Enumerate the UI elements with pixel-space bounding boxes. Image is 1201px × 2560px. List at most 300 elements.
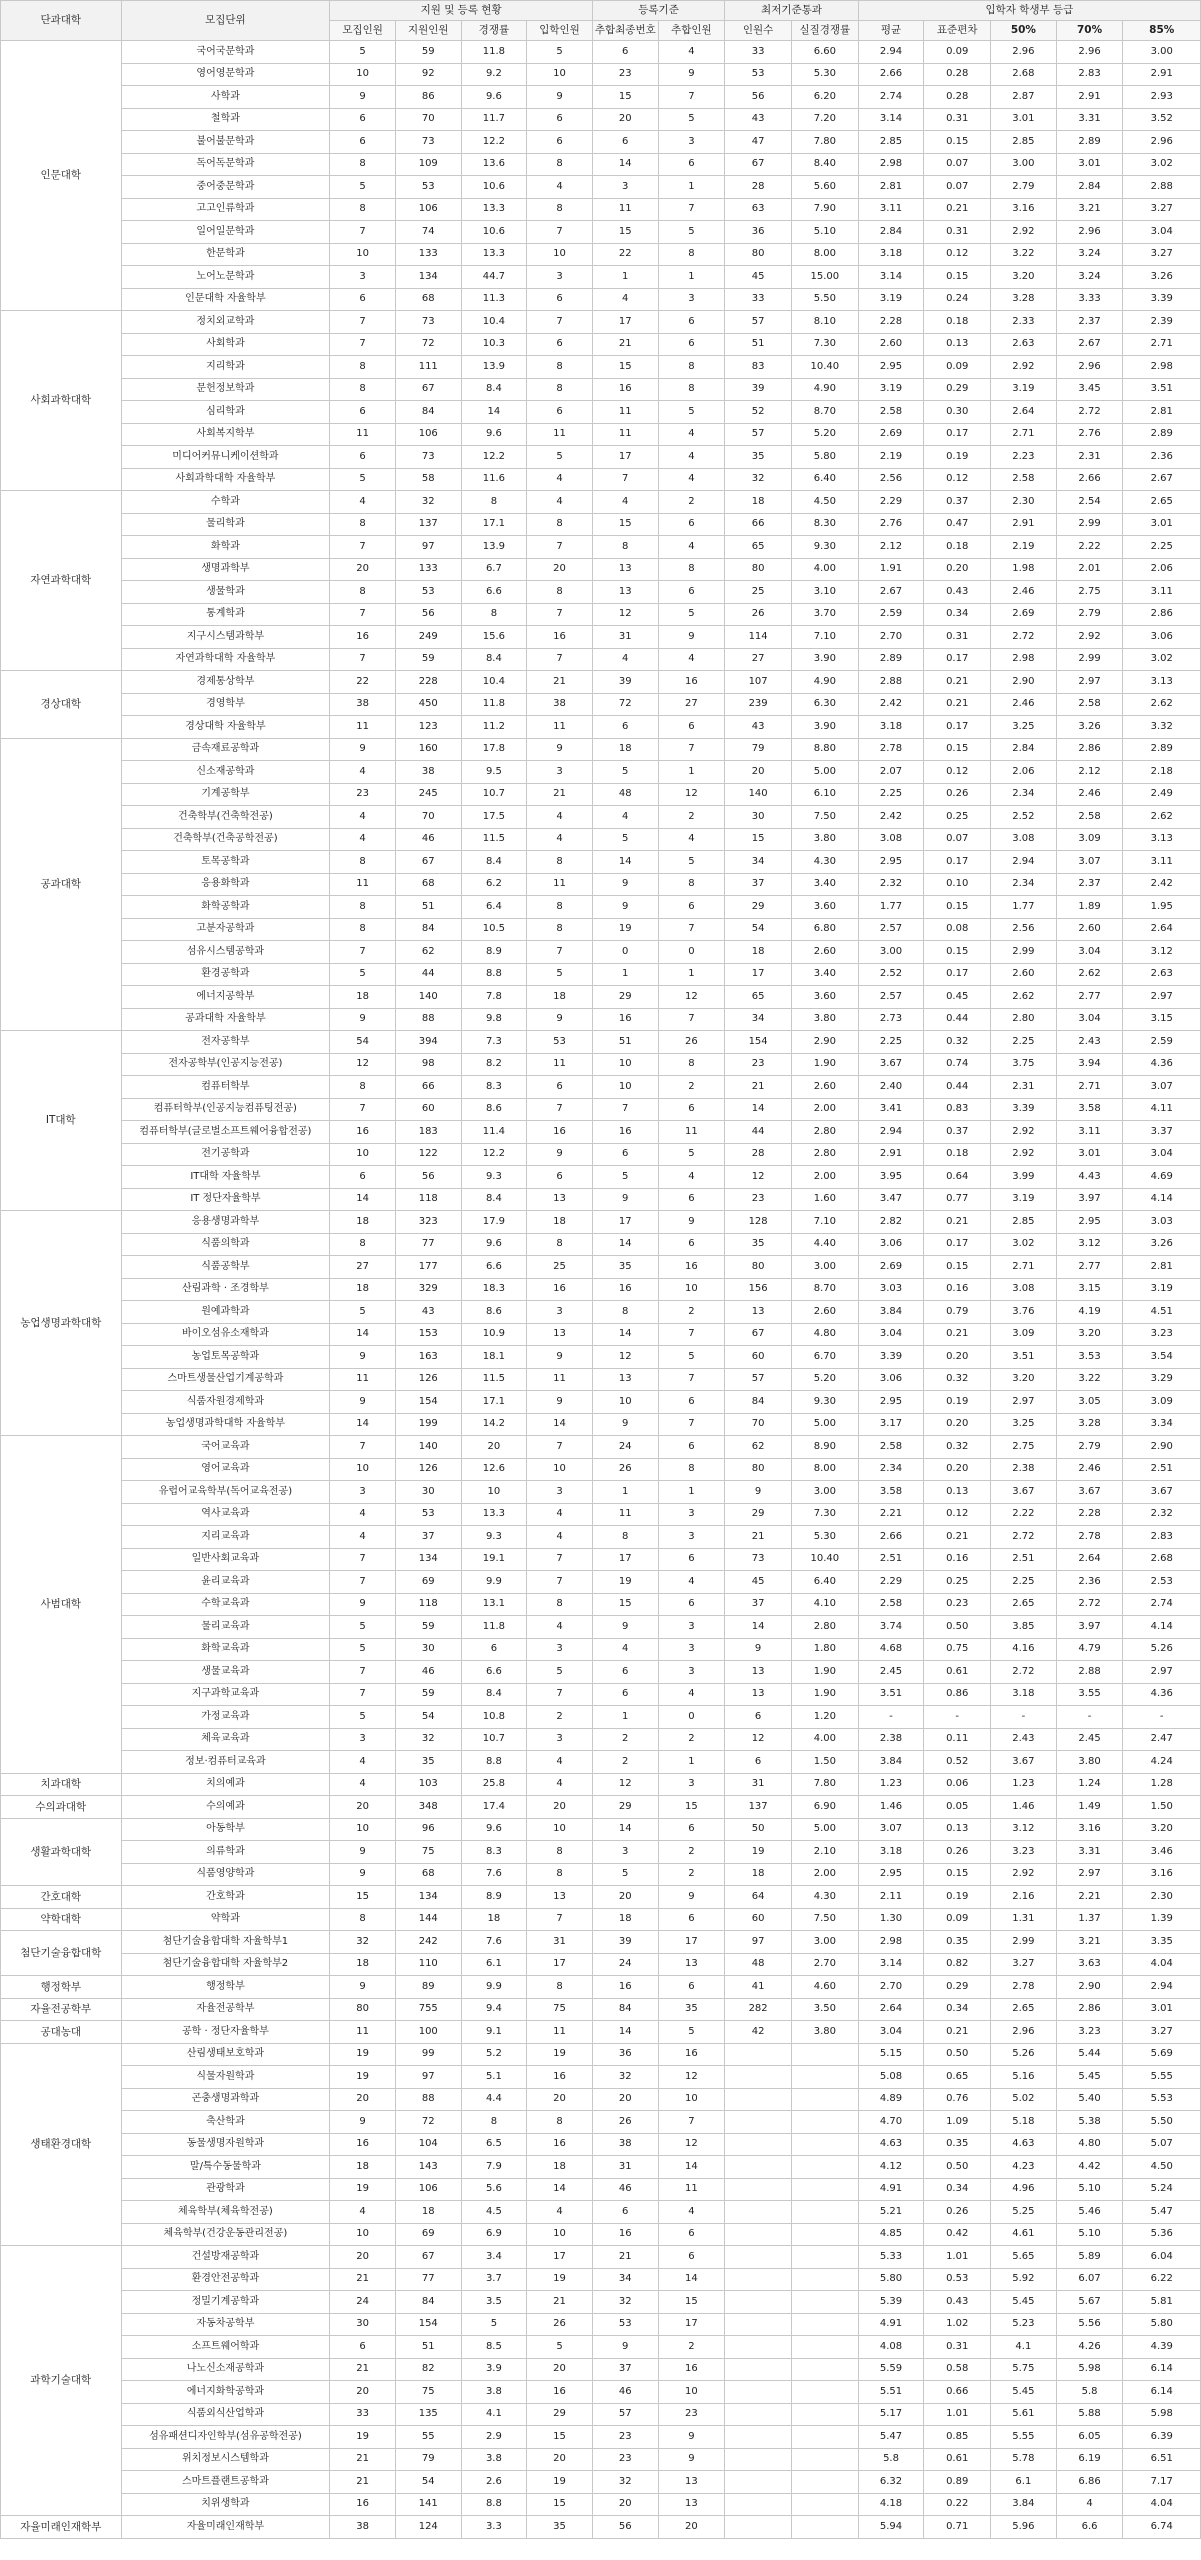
table-cell: 9.9 [461, 1571, 527, 1594]
table-cell: 7 [330, 941, 396, 964]
table-cell: 21 [725, 1526, 792, 1549]
table-cell: 25.8 [461, 1773, 527, 1796]
table-cell: 5.53 [1123, 2088, 1201, 2111]
department-name: 스마트생물산업기계공학과 [121, 1368, 330, 1391]
table-cell: 4.23 [991, 2156, 1057, 2179]
table-cell: 28 [725, 176, 792, 199]
table-cell: 6 [330, 446, 396, 469]
table-cell: 118 [395, 1188, 461, 1211]
table-cell: 239 [725, 693, 792, 716]
table-cell [725, 2043, 792, 2066]
table-cell: 8 [592, 536, 658, 559]
table-cell: 5.65 [991, 2246, 1057, 2269]
table-cell: 2.38 [991, 1458, 1057, 1481]
table-cell: 16 [330, 2493, 396, 2516]
header-application-status: 지원 및 등록 현황 [330, 1, 593, 21]
table-cell: 73 [395, 131, 461, 154]
table-cell: 5.61 [991, 2403, 1057, 2426]
table-cell: 8.8 [461, 1751, 527, 1774]
table-cell: 14 [658, 2156, 725, 2179]
department-name: 응용생명과학부 [121, 1211, 330, 1234]
table-cell: 10 [658, 2088, 725, 2111]
table-cell: 6 [330, 288, 396, 311]
department-name: 생물학과 [121, 581, 330, 604]
table-cell: 16 [527, 626, 593, 649]
department-name: 기계공학부 [121, 783, 330, 806]
table-cell: 5.40 [1056, 2088, 1123, 2111]
table-cell [791, 2043, 858, 2066]
department-name: 관광학과 [121, 2178, 330, 2201]
table-cell: 2.60 [791, 1301, 858, 1324]
table-cell: 84 [592, 1998, 658, 2021]
table-cell: 19 [330, 2178, 396, 2201]
table-cell: 7 [330, 536, 396, 559]
table-cell: 2.93 [1123, 86, 1201, 109]
table-cell: 0.26 [924, 2201, 991, 2224]
table-cell: 37 [725, 873, 792, 896]
table-cell: 2.62 [991, 986, 1057, 1009]
table-cell: 5 [658, 1346, 725, 1369]
table-row [1, 626, 1201, 649]
table-cell: 8 [527, 1233, 593, 1256]
table-cell: 74 [395, 221, 461, 244]
table-cell: 5 [330, 41, 396, 64]
table-cell: 4.80 [791, 1323, 858, 1346]
table-cell: 51 [395, 2336, 461, 2359]
table-cell: 3 [527, 1301, 593, 1324]
table-cell: 3 [527, 266, 593, 289]
table-cell: 39 [592, 1931, 658, 1954]
column-header: 70% [1056, 21, 1123, 41]
table-cell: 10 [527, 63, 593, 86]
table-cell: 2.81 [858, 176, 924, 199]
table-cell: 5.81 [1123, 2291, 1201, 2314]
table-cell: 9.6 [461, 1818, 527, 1841]
table-cell: 2.19 [991, 536, 1057, 559]
table-cell: 5.00 [791, 1413, 858, 1436]
table-cell: 2.46 [991, 581, 1057, 604]
table-cell: 3.08 [858, 828, 924, 851]
table-cell: 8 [330, 513, 396, 536]
table-cell: 3.02 [1123, 153, 1201, 176]
table-cell: 83 [725, 356, 792, 379]
table-cell: 11 [658, 1121, 725, 1144]
table-cell: 3.27 [1123, 2021, 1201, 2044]
table-cell: 84 [725, 1391, 792, 1414]
table-cell: 8.9 [461, 941, 527, 964]
table-cell: 5 [658, 2021, 725, 2044]
table-row [1, 176, 1201, 199]
table-cell: 2.86 [1056, 738, 1123, 761]
table-cell: 2.88 [1123, 176, 1201, 199]
table-cell: 29 [725, 1503, 792, 1526]
table-cell: 1.77 [858, 896, 924, 919]
table-cell: 44.7 [461, 266, 527, 289]
table-cell: 72 [592, 693, 658, 716]
department-name: 지구과학교육과 [121, 1683, 330, 1706]
table-cell: 2.18 [1123, 761, 1201, 784]
table-cell: 6.10 [791, 783, 858, 806]
table-cell: 5.18 [991, 2111, 1057, 2134]
department-name: 동물생명자원학과 [121, 2133, 330, 2156]
table-row [1, 86, 1201, 109]
table-row [1, 356, 1201, 379]
table-cell: 3.03 [858, 1278, 924, 1301]
table-row [1, 401, 1201, 424]
table-cell: 5.00 [791, 1818, 858, 1841]
table-cell: 7 [527, 221, 593, 244]
table-cell: 2.79 [991, 176, 1057, 199]
table-cell: 15 [330, 1886, 396, 1909]
table-cell: 23 [592, 2426, 658, 2449]
table-cell: 5 [592, 1863, 658, 1886]
table-cell: 0.53 [924, 2268, 991, 2291]
table-cell: 18 [330, 2156, 396, 2179]
table-cell: 10 [461, 1481, 527, 1504]
table-cell: 7 [658, 86, 725, 109]
table-cell: 8 [330, 153, 396, 176]
college-name: 약학대학 [1, 1908, 122, 1931]
table-cell: 8 [527, 198, 593, 221]
table-cell: 19 [592, 918, 658, 941]
table-cell: 0.09 [924, 41, 991, 64]
table-cell: 6 [527, 288, 593, 311]
department-name: 체육학부(건강운동관리전공) [121, 2223, 330, 2246]
table-cell: 5.69 [1123, 2043, 1201, 2066]
table-row [1, 63, 1201, 86]
table-cell: 52 [725, 401, 792, 424]
table-cell: 2.30 [991, 491, 1057, 514]
table-row [1, 1751, 1201, 1774]
table-cell: 18 [330, 1211, 396, 1234]
table-cell: 7 [330, 1436, 396, 1459]
table-cell: 3.21 [1056, 1931, 1123, 1954]
table-cell: 2.72 [991, 1526, 1057, 1549]
table-cell: 8 [658, 558, 725, 581]
table-cell: 43 [725, 716, 792, 739]
table-cell: 13.1 [461, 1593, 527, 1616]
table-cell: 21 [527, 671, 593, 694]
table-cell: 21 [330, 2448, 396, 2471]
table-cell: 7 [658, 1413, 725, 1436]
table-cell: 18 [330, 1953, 396, 1976]
table-cell: 107 [725, 671, 792, 694]
table-cell: 10.8 [461, 1706, 527, 1729]
table-cell: 7 [527, 941, 593, 964]
table-cell: 37 [725, 1593, 792, 1616]
table-cell: 755 [395, 1998, 461, 2021]
table-cell: 2.19 [858, 446, 924, 469]
table-cell: 23 [330, 783, 396, 806]
table-cell: 8 [527, 2111, 593, 2134]
table-cell: 5.17 [858, 2403, 924, 2426]
table-cell: 104 [395, 2133, 461, 2156]
table-cell: 82 [395, 2358, 461, 2381]
department-name: 식물자원학과 [121, 2066, 330, 2089]
table-cell: 111 [395, 356, 461, 379]
table-cell: 73 [395, 446, 461, 469]
table-cell: 2.85 [991, 131, 1057, 154]
table-cell: 2.75 [1056, 581, 1123, 604]
table-cell: 3.80 [791, 1008, 858, 1031]
table-cell: 6 [658, 1436, 725, 1459]
table-cell: 2.32 [1123, 1503, 1201, 1526]
table-cell: 2.62 [1123, 693, 1201, 716]
table-cell: 5.20 [791, 1368, 858, 1391]
table-cell: 6 [658, 333, 725, 356]
table-cell: 3.16 [991, 198, 1057, 221]
table-cell: 2.60 [991, 963, 1057, 986]
department-name: 고분자공학과 [121, 918, 330, 941]
table-cell: 10 [592, 1053, 658, 1076]
table-cell: 56 [725, 86, 792, 109]
table-cell: 4.26 [1056, 2336, 1123, 2359]
department-name: 영어영문학과 [121, 63, 330, 86]
table-cell: 2.07 [858, 761, 924, 784]
table-cell: 0.42 [924, 2223, 991, 2246]
table-cell: 7.9 [461, 2156, 527, 2179]
table-cell: 10.6 [461, 221, 527, 244]
table-cell: 2.67 [858, 581, 924, 604]
table-cell: 3.97 [1056, 1188, 1123, 1211]
table-cell: 21 [330, 2471, 396, 2494]
table-row [1, 243, 1201, 266]
header-unit: 모집단위 [121, 1, 330, 41]
table-cell: 2.46 [1056, 783, 1123, 806]
table-cell: 2.28 [1056, 1503, 1123, 1526]
table-cell: 4.70 [858, 2111, 924, 2134]
table-cell [725, 2313, 792, 2336]
table-cell: 3.04 [1056, 941, 1123, 964]
table-cell: 4 [592, 288, 658, 311]
table-cell: 7 [330, 603, 396, 626]
table-cell: 5 [658, 851, 725, 874]
table-cell: 23 [592, 63, 658, 86]
table-cell: 25 [527, 1256, 593, 1279]
table-cell: 2.79 [1056, 603, 1123, 626]
table-cell: 0.15 [924, 131, 991, 154]
table-cell: 3.67 [991, 1751, 1057, 1774]
table-cell: 2.56 [858, 468, 924, 491]
table-cell: 8 [527, 1841, 593, 1864]
table-cell: 3.19 [991, 1188, 1057, 1211]
table-cell: 2.94 [858, 1121, 924, 1144]
table-cell: 6 [330, 401, 396, 424]
table-cell: 2.78 [1056, 1526, 1123, 1549]
table-cell: 0.50 [924, 1616, 991, 1639]
table-cell: 3.45 [1056, 378, 1123, 401]
table-cell: 10 [527, 2223, 593, 2246]
table-cell: 5.55 [1123, 2066, 1201, 2089]
table-cell: 2.92 [991, 221, 1057, 244]
table-cell: 14 [725, 1616, 792, 1639]
table-cell: 2.53 [1123, 1571, 1201, 1594]
table-cell: 3.84 [858, 1751, 924, 1774]
table-cell: 2.12 [858, 536, 924, 559]
table-cell: 5.98 [1123, 2403, 1201, 2426]
table-cell: 16 [592, 2223, 658, 2246]
table-cell: 11 [527, 423, 593, 446]
table-cell: 6.6 [461, 1256, 527, 1279]
table-cell: 2.70 [858, 1976, 924, 1999]
table-cell: 5.67 [1056, 2291, 1123, 2314]
department-name: 스마트플랜트공학과 [121, 2471, 330, 2494]
table-cell: 14 [658, 2268, 725, 2291]
table-cell: 4 [527, 1526, 593, 1549]
table-cell: 2.63 [991, 333, 1057, 356]
table-row [1, 1233, 1201, 1256]
table-cell: 1.09 [924, 2111, 991, 2134]
department-name: 첨단기술융합대학 자율학부2 [121, 1953, 330, 1976]
table-cell: 17 [527, 1953, 593, 1976]
table-cell: 1.91 [858, 558, 924, 581]
table-cell: 13.9 [461, 536, 527, 559]
table-cell: 26 [527, 2313, 593, 2336]
table-cell: 3.85 [991, 1616, 1057, 1639]
table-cell: 2.45 [1056, 1728, 1123, 1751]
table-cell: 8 [527, 356, 593, 379]
table-cell: 12 [658, 986, 725, 1009]
table-cell: 14 [330, 1413, 396, 1436]
table-cell: 77 [395, 2268, 461, 2291]
table-cell: 75 [395, 1841, 461, 1864]
table-cell: 7 [330, 1548, 396, 1571]
table-cell: 6 [658, 1098, 725, 1121]
table-cell: 8 [658, 378, 725, 401]
table-cell: 3.03 [1123, 1211, 1201, 1234]
table-cell: 8 [527, 851, 593, 874]
column-header: 평균 [858, 21, 924, 41]
table-cell: 5.30 [791, 1526, 858, 1549]
table-cell: 0.79 [924, 1301, 991, 1324]
table-cell: 7 [527, 1098, 593, 1121]
table-cell: 1.23 [858, 1773, 924, 1796]
table-cell: 4.16 [991, 1638, 1057, 1661]
table-cell: 5 [330, 1638, 396, 1661]
table-cell: 3.4 [461, 2246, 527, 2269]
table-cell: 5.45 [1056, 2066, 1123, 2089]
table-cell: 80 [330, 1998, 396, 2021]
table-cell: 33 [725, 288, 792, 311]
table-row [1, 446, 1201, 469]
table-cell: 14 [330, 1323, 396, 1346]
table-cell: 7 [592, 468, 658, 491]
table-cell: 2.98 [991, 648, 1057, 671]
department-name: 건축학부(건축공학전공) [121, 828, 330, 851]
table-cell: 3.19 [1123, 1278, 1201, 1301]
table-cell: 6 [527, 108, 593, 131]
table-cell: 5.88 [1056, 2403, 1123, 2426]
table-cell: 2.23 [991, 446, 1057, 469]
table-cell: 153 [395, 1323, 461, 1346]
table-cell: 0.17 [924, 851, 991, 874]
table-cell: 106 [395, 2178, 461, 2201]
table-cell: 0.28 [924, 63, 991, 86]
college-name: 농업생명과학대학 [1, 1211, 122, 1436]
table-cell: 14 [330, 1188, 396, 1211]
table-cell: 29 [592, 1796, 658, 1819]
table-cell: 0.17 [924, 648, 991, 671]
table-cell: 4.19 [1056, 1301, 1123, 1324]
table-cell: 7 [527, 1436, 593, 1459]
department-name: 사회과학대학 자율학부 [121, 468, 330, 491]
table-cell: 0.10 [924, 873, 991, 896]
table-cell: 106 [395, 423, 461, 446]
table-cell: 97 [395, 2066, 461, 2089]
table-cell: - [924, 1706, 991, 1729]
table-cell: 2.32 [858, 873, 924, 896]
table-cell: 100 [395, 2021, 461, 2044]
table-cell: 35 [592, 1256, 658, 1279]
table-cell: 3.18 [991, 1683, 1057, 1706]
table-cell: 62 [395, 941, 461, 964]
table-cell: 2.75 [991, 1436, 1057, 1459]
table-cell: 14 [527, 2178, 593, 2201]
table-cell: 8 [330, 356, 396, 379]
college-name: 사범대학 [1, 1436, 122, 1774]
table-cell: 9.5 [461, 761, 527, 784]
table-cell: 4.1 [991, 2336, 1057, 2359]
table-cell: 4.79 [1056, 1638, 1123, 1661]
table-cell: 6.4 [461, 896, 527, 919]
table-cell: 5.16 [991, 2066, 1057, 2089]
table-row [1, 1638, 1201, 1661]
table-cell: 20 [592, 2493, 658, 2516]
table-cell: 5.36 [1123, 2223, 1201, 2246]
table-cell: 5 [330, 468, 396, 491]
table-cell: 126 [395, 1368, 461, 1391]
table-cell: 6 [330, 1166, 396, 1189]
table-cell: 1.90 [791, 1053, 858, 1076]
table-cell: 6 [658, 896, 725, 919]
table-cell: 2.76 [1056, 423, 1123, 446]
table-cell: 6.80 [791, 918, 858, 941]
table-cell: 0.21 [924, 671, 991, 694]
table-cell: 12 [658, 2133, 725, 2156]
table-cell: 3 [527, 1481, 593, 1504]
table-cell: 6 [592, 41, 658, 64]
table-cell: 8.3 [461, 1841, 527, 1864]
table-cell: 2 [658, 2336, 725, 2359]
department-name: 농업생명과학대학 자율학부 [121, 1413, 330, 1436]
table-row [1, 1931, 1201, 1954]
table-cell: 2.01 [1056, 558, 1123, 581]
table-cell: 2.63 [1123, 963, 1201, 986]
table-cell: 27 [330, 1256, 396, 1279]
table-cell: 32 [592, 2471, 658, 2494]
table-cell [791, 2471, 858, 2494]
table-cell: 6.14 [1123, 2381, 1201, 2404]
table-cell: 8.4 [461, 1188, 527, 1211]
table-cell: 3.15 [1123, 1008, 1201, 1031]
table-cell: 2.78 [991, 1976, 1057, 1999]
table-cell: 4.50 [791, 491, 858, 514]
table-row [1, 1481, 1201, 1504]
table-cell: 32 [592, 2291, 658, 2314]
table-cell: 4 [330, 1503, 396, 1526]
table-cell: 2.92 [991, 356, 1057, 379]
table-cell: 0.15 [924, 266, 991, 289]
table-cell: 5 [330, 1616, 396, 1639]
table-row [1, 2313, 1201, 2336]
table-cell: 5.80 [858, 2268, 924, 2291]
table-cell: 2.68 [991, 63, 1057, 86]
table-cell: 46 [395, 1661, 461, 1684]
department-name: 첨단기술융합대학 자율학부1 [121, 1931, 330, 1954]
table-cell: 9 [330, 738, 396, 761]
table-cell: 2.22 [1056, 536, 1123, 559]
table-cell: 3.06 [858, 1368, 924, 1391]
